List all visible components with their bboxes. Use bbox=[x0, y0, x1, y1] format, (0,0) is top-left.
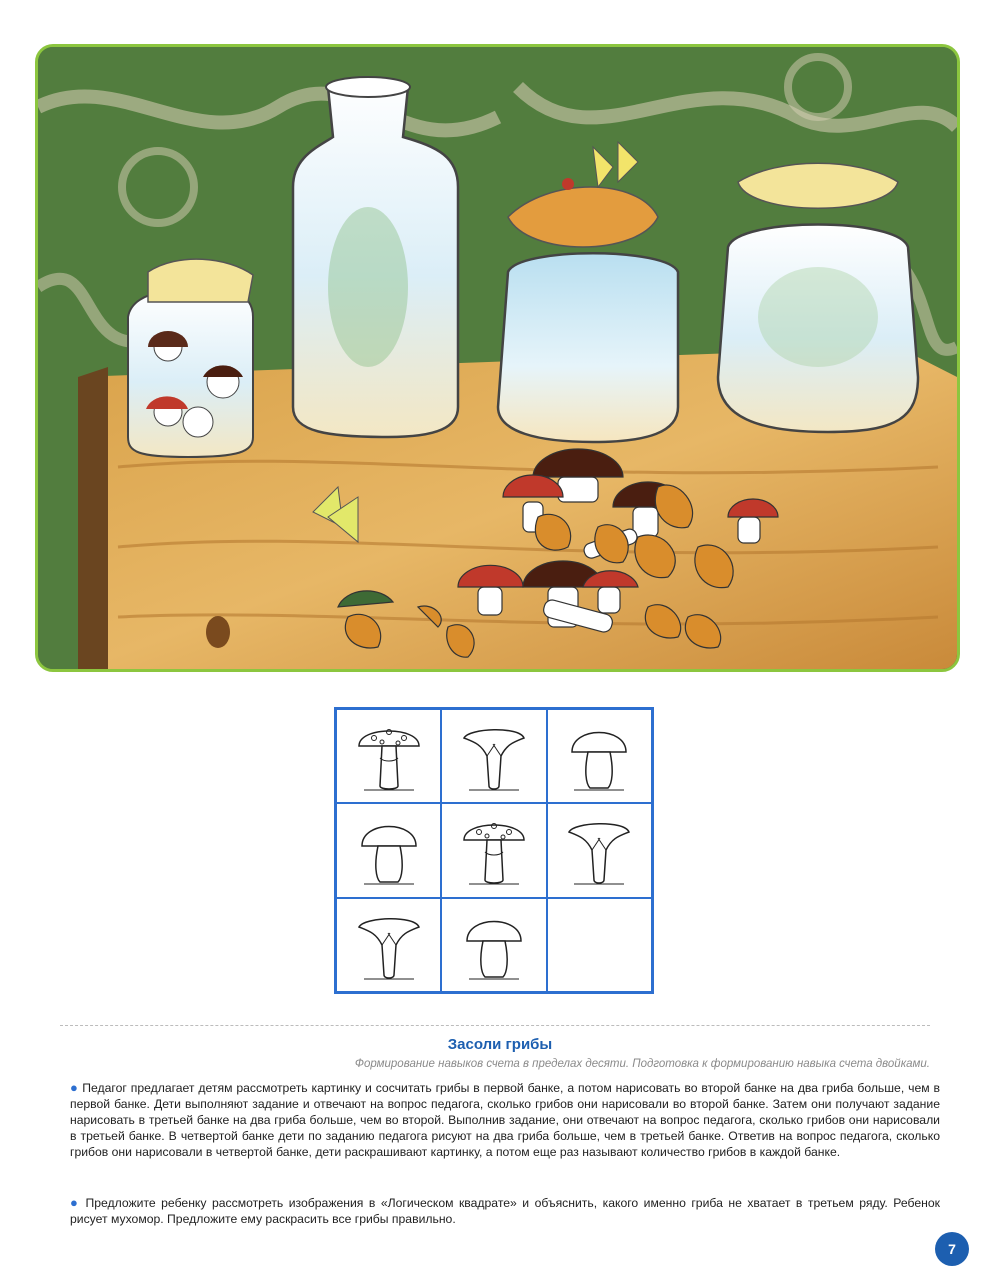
porcini-icon bbox=[354, 810, 424, 890]
logic-cell-3 bbox=[547, 709, 652, 803]
instruction-paragraph-1 bbox=[70, 1080, 940, 1160]
logic-cell-2 bbox=[441, 709, 546, 803]
logic-cell-empty bbox=[547, 898, 652, 992]
logic-cell-5 bbox=[441, 803, 546, 897]
porcini-icon bbox=[459, 905, 529, 985]
logic-cell-6 bbox=[547, 803, 652, 897]
illustration-art bbox=[38, 47, 957, 669]
page-subtitle: Формирование навыков счета в пределах десяти. Подготовка к формированию навыка счета двойками. bbox=[354, 1058, 930, 1070]
mushroom-jars-illustration bbox=[35, 44, 960, 672]
logic-cell-7 bbox=[336, 898, 441, 992]
paragraph-text: Предложите ребенку рассмотреть изображения в «Логическом квадрате» и объяснить, какого именно гриба не хватает в третьем ряду. Ребенок рисует мухомор. Предложите ему раскрасить все грибы правильно. bbox=[70, 1196, 940, 1226]
bullet-icon: ● bbox=[70, 1080, 79, 1095]
page-title: Засоли грибы bbox=[447, 1036, 553, 1053]
porcini-icon bbox=[564, 716, 634, 796]
bullet-icon: ● bbox=[70, 1195, 80, 1210]
instruction-paragraph-2 bbox=[70, 1195, 940, 1227]
chanterelle-icon bbox=[459, 716, 529, 796]
fly-agaric-icon bbox=[354, 716, 424, 796]
paragraph-text: Педагог предлагает детям рассмотреть картинку и сосчитать грибы в первой банке, а потом нарисовать во второй банке на два гриба больше, чем в первой банке. Дети выполняют задание и отвечают на вопрос педагога, сколько грибов они нарисовали во второй банке. Затем они получают задание нарисовать в третьей банке на два гриба больше, чем во второй. Выполнив задание, они отвечают на вопрос педагога, сколько грибов они нарисовали в третьей банке. В четвертой банке дети по заданию педагога рисуют на два гриба больше, чем в третьей банке. Ответив на вопрос педагога, сколько грибов они нарисовали в четвертой банке, дети раскрашивают картинку, а потом еще раз называют количество грибов в каждой банке. bbox=[70, 1081, 940, 1159]
logic-square bbox=[334, 707, 654, 994]
chanterelle-icon bbox=[354, 905, 424, 985]
page-number-badge: 7 bbox=[935, 1232, 969, 1266]
logic-cell-4 bbox=[336, 803, 441, 897]
logic-cell-8 bbox=[441, 898, 546, 992]
logic-cell-1 bbox=[336, 709, 441, 803]
chanterelle-icon bbox=[564, 810, 634, 890]
fly-agaric-icon bbox=[459, 810, 529, 890]
section-divider bbox=[60, 1025, 930, 1026]
